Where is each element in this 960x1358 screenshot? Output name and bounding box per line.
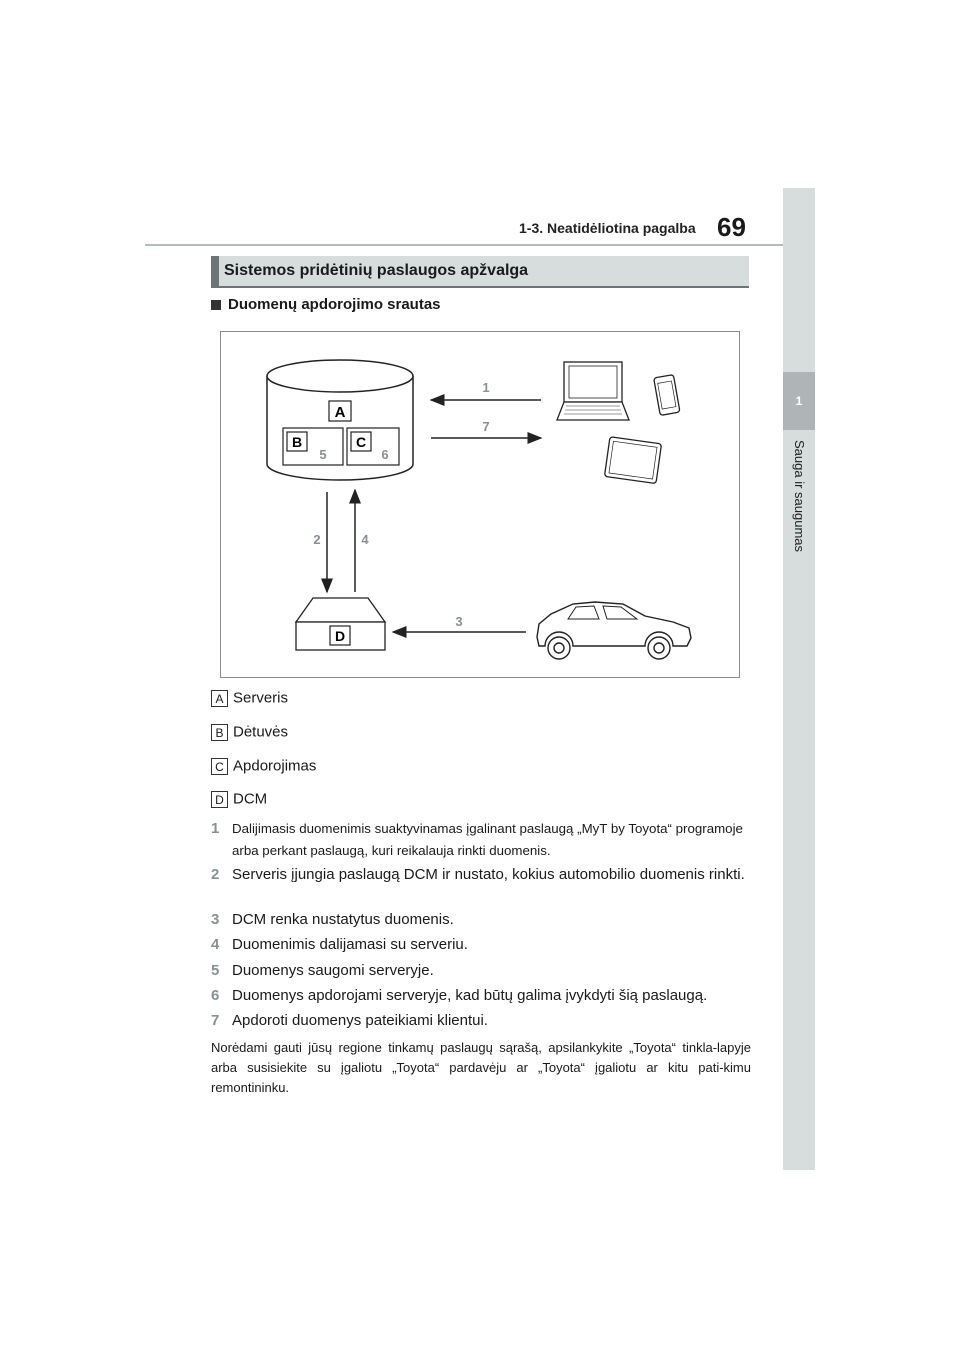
num-6: 6 (381, 447, 389, 462)
legend-label: Serveris (233, 689, 289, 707)
subheading: Duomenų apdorojimo srautas (228, 296, 441, 313)
step-text: Duomenys apdorojami serveryje, kad būtų galima įvykdyti šią paslaugą. (232, 987, 708, 1004)
step-7 (211, 1010, 751, 1032)
step-text: Apdoroti duomenys pateikiami klientui. (232, 1012, 488, 1029)
label-b: B (291, 434, 303, 450)
page-title: Sistemos pridėtinių paslaugos apžvalga (224, 262, 529, 279)
car-icon (537, 602, 691, 659)
square-bullet-icon (211, 300, 221, 310)
page-number: 69 (717, 212, 746, 242)
step-number: 4 (211, 936, 220, 953)
num-2: 2 (313, 532, 321, 547)
legend-item-d (211, 790, 267, 808)
laptop-icon (557, 362, 629, 420)
num-4: 4 (361, 532, 369, 547)
step-text: Duomenys saugomi serveryje. (232, 962, 434, 979)
chapter-title: Sauga ir saugumas (792, 440, 807, 553)
step-1 (211, 818, 751, 862)
legend-label: Dėtuvės (233, 723, 289, 741)
step-number: 1 (211, 820, 220, 837)
num-1: 1 (482, 380, 490, 395)
num-7: 7 (482, 419, 490, 434)
step-number: 5 (211, 962, 220, 979)
legend-label: Apdorojimas (233, 757, 317, 775)
side-thumb-strip (783, 188, 815, 1170)
num-5: 5 (319, 447, 327, 462)
legend-key: C (211, 758, 228, 775)
legend-key: B (211, 724, 228, 741)
legend-item-a (211, 689, 288, 707)
num-3: 3 (455, 614, 463, 629)
section-header: 1-3. Neatidėliotina pagalba (519, 220, 696, 236)
label-c: C (355, 434, 367, 450)
step-5 (211, 960, 751, 982)
step-4 (211, 934, 751, 956)
label-a: A (334, 404, 346, 421)
data-flow-diagram (220, 331, 740, 678)
step-text: Duomenimis dalijamasi su serveriu. (232, 936, 468, 953)
step-3 (211, 909, 751, 931)
legend-item-c (211, 757, 316, 775)
label-d: D (334, 628, 346, 644)
chapter-tab: 1 (783, 372, 815, 430)
legend-key: D (211, 791, 228, 808)
step-2 (211, 864, 751, 886)
legend-key: A (211, 690, 228, 707)
step-text: Serveris įjungia paslaugą DCM ir nustato, kokius automobilio duomenis rinkti. (232, 866, 745, 883)
legend-item-b (211, 723, 288, 741)
tablet-icon (604, 437, 661, 484)
step-text: DCM renka nustatytus duomenis. (232, 911, 454, 928)
step-number: 7 (211, 1012, 220, 1029)
step-number: 3 (211, 911, 220, 928)
smartphone-icon (654, 375, 680, 416)
header-divider (145, 244, 783, 246)
step-text: Dalijimasis duomenimis suaktyvinamas įgalinant paslaugą „MyT by Toyota“ programoje arba perkant paslaugą, kuri reikalauja rinkti duomenis. (232, 821, 743, 858)
step-6 (211, 985, 751, 1007)
step-number: 6 (211, 987, 220, 1004)
step-number: 2 (211, 866, 220, 883)
footer-note: Norėdami gauti jūsų regione tinkamų paslaugų sąrašą, apsilankykite „Toyota“ tinkla-lapyje arba susisiekite su įgaliotu „Toyota“ pardavėju ar „Toyota“ įgaliotu ar kitu pati-kimu remontininku. (211, 1040, 751, 1095)
legend-label: DCM (233, 790, 268, 808)
